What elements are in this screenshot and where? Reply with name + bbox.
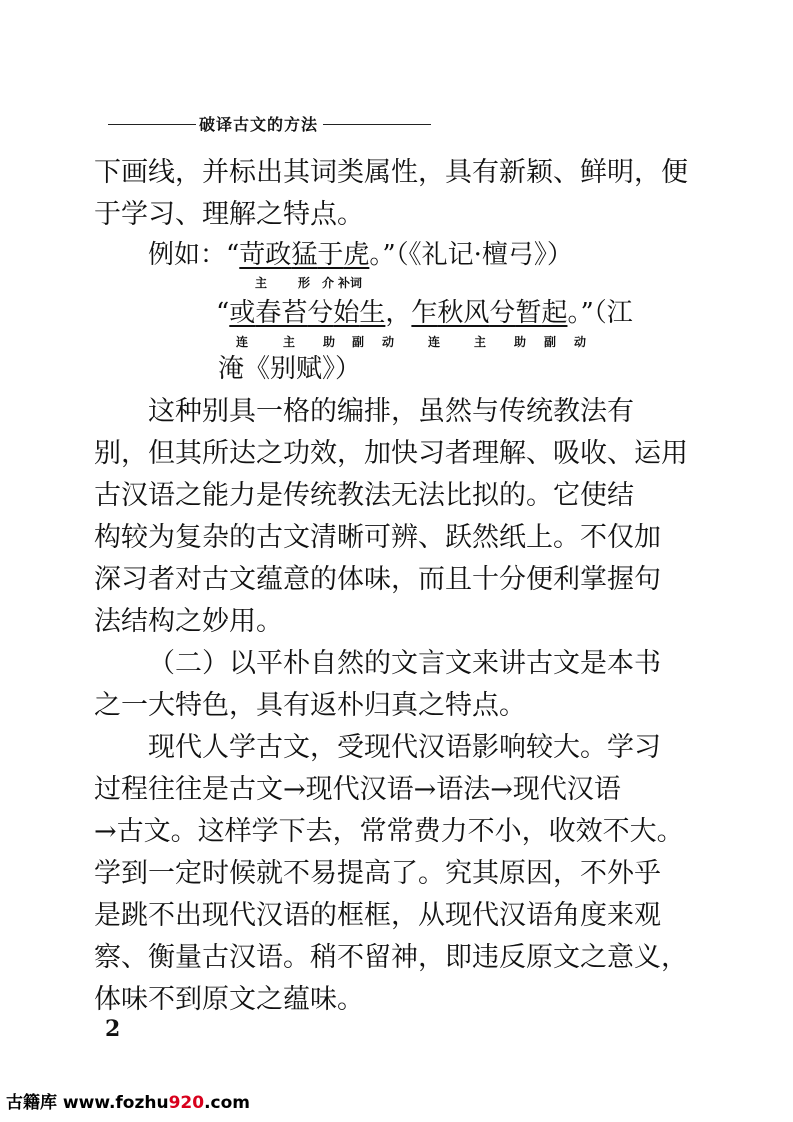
url-number: 920: [168, 1093, 205, 1113]
site-url: [63, 1093, 250, 1113]
example-2: [216, 296, 633, 330]
text-line: 察、衡量古汉语。稍不留神，即违反原文之意义，: [94, 942, 688, 973]
underlined-word: 苛政: [239, 240, 292, 270]
page-number: 2: [105, 1016, 121, 1042]
quote-mark: “: [216, 298, 230, 328]
url-prefix: www.fozhu: [62, 1093, 169, 1113]
example-lead: 例如：“: [148, 240, 240, 270]
pos-tag: 助: [514, 335, 527, 349]
pos-tag: 动: [574, 335, 587, 349]
text-line: 现代人学古文，受现代汉语影响较大。学习: [148, 732, 661, 763]
pos-tag: 主: [283, 335, 296, 349]
text-line: 别，但其所达之功效，加快习者理解、吸收、运用: [94, 438, 688, 469]
text-line: 是跳不出现代汉语的框框，从现代汉语角度来观: [94, 900, 661, 931]
pos-tag: 连: [428, 335, 441, 349]
underlined-word: 春苔: [255, 298, 308, 328]
underlined-word: 乍: [411, 298, 438, 328]
text-line: 学到一定时候就不易提高了。究其原因，不外乎: [94, 858, 661, 889]
comma: ，: [385, 298, 412, 328]
url-suffix: .com: [204, 1093, 251, 1113]
pos-tag: 主: [474, 335, 487, 349]
text-line: 法结构之妙用。: [94, 606, 283, 637]
underlined-word: 秋风: [437, 298, 490, 328]
text-line: →古文。这样学下去，常常费力不小，收效不大。: [94, 816, 684, 847]
example-source: 。”（《礼记·檀弓》）: [369, 240, 573, 270]
example-source: 。”（江: [567, 298, 633, 328]
underlined-word: 于: [317, 240, 344, 270]
underlined-word: 或: [229, 298, 256, 328]
header-rule-left: [108, 124, 196, 125]
underlined-word: 起: [541, 298, 568, 328]
running-title: 破译古文的方法: [199, 115, 319, 134]
pos-tag: 主: [255, 276, 268, 290]
pos-tag: 助: [323, 335, 336, 349]
underlined-word: 兮: [307, 298, 334, 328]
text-line: 古汉语之能力是传统教法无法比拟的。它使结: [94, 480, 634, 511]
example-1: [148, 238, 573, 272]
pos-tag: 连: [236, 335, 249, 349]
pos-tag: 补词: [338, 276, 363, 290]
underlined-word: 兮: [489, 298, 516, 328]
pos-tag: 介: [322, 276, 335, 290]
site-name: 古籍库: [6, 1093, 57, 1113]
underlined-word: 始: [333, 298, 360, 328]
underlined-word: 猛: [291, 240, 318, 270]
text-line: 过程往往是古文→现代汉语→语法→现代汉语: [94, 774, 621, 805]
text-line: 之一大特色，具有返朴归真之特点。: [94, 690, 526, 721]
text-line: 于学习、理解之特点。: [94, 199, 364, 230]
text-line: 下画线，并标出其词类属性，具有新颖、鲜明，便: [94, 157, 688, 188]
pos-tag: 副: [352, 335, 365, 349]
example-source-line: 淹《别赋》）: [218, 354, 362, 384]
pos-tag: 副: [544, 335, 557, 349]
text-line: 深习者对古文蕴意的体味，而且十分便利掌握句: [94, 564, 661, 595]
text-line: 体味不到原文之蕴味。: [94, 984, 364, 1015]
header-rule-right: [323, 124, 431, 125]
footer-watermark: [6, 1088, 250, 1113]
pos-tag: 动: [382, 335, 395, 349]
pos-tag: 形: [298, 276, 311, 290]
underlined-word: 生: [359, 298, 386, 328]
underlined-word: 虎: [343, 240, 370, 270]
text-line: 这种别具一格的编排，虽然与传统教法有: [148, 396, 634, 427]
underlined-word: 暂: [515, 298, 542, 328]
text-line: 构较为复杂的古文清晰可辨、跃然纸上。不仅加: [94, 522, 661, 553]
text-line: （二）以平朴自然的文言文来讲古文是本书: [148, 648, 661, 679]
